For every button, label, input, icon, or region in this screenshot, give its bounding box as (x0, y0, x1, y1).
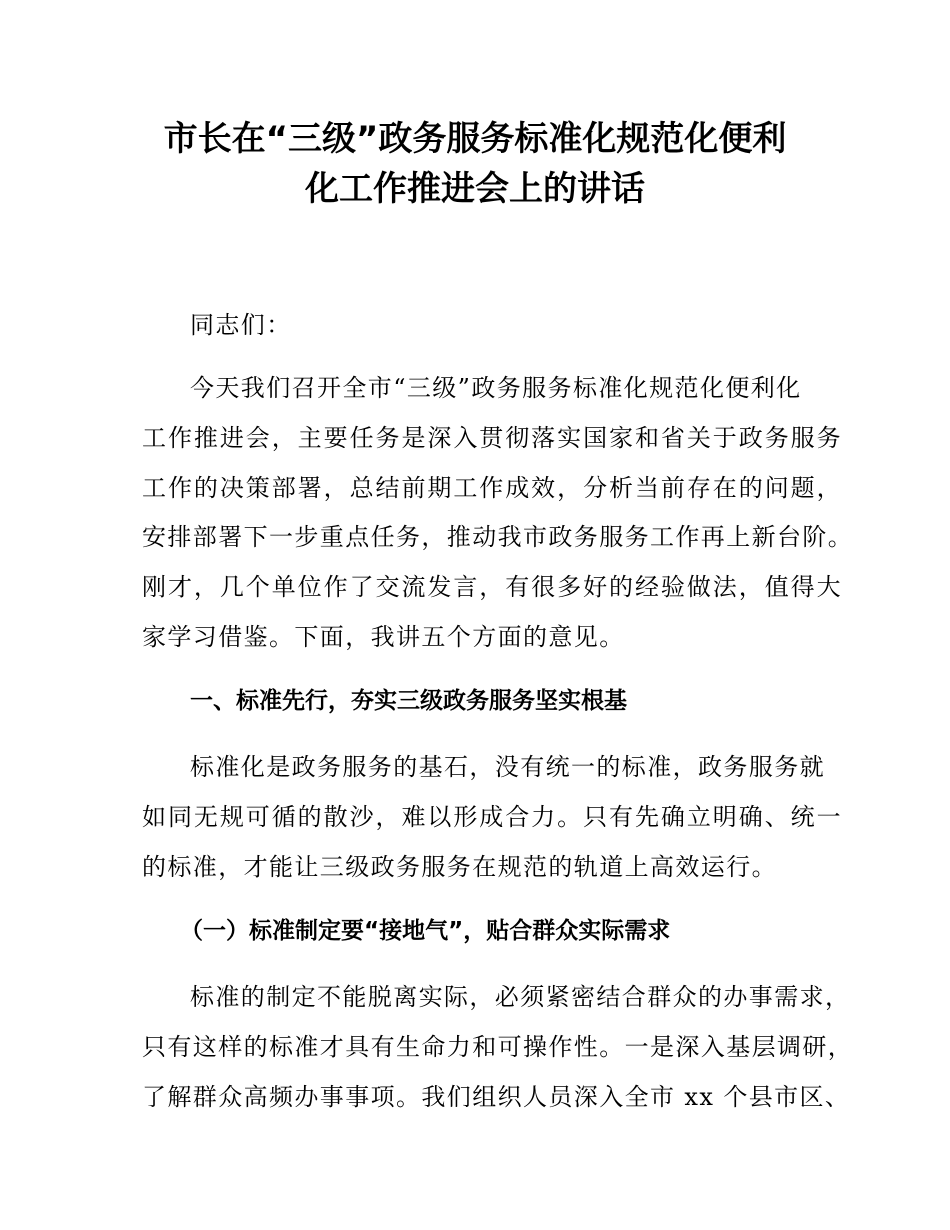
paragraph-1-line-6: 家学习借鉴。下面，我讲五个方面的意见。 (142, 623, 625, 651)
document-title-line-2: 化工作推进会上的讲话 (305, 169, 645, 209)
paragraph-1-line-2: 工作推进会，主要任务是深入贯彻落实国家和省关于政务服务 (142, 424, 842, 452)
paragraph-3-line-3: 了解群众高频办事事项。我们组织人员深入全市 xx 个县市区、 (142, 1083, 851, 1111)
paragraph-1-line-4: 安排部署下一步重点任务，推动我市政务服务工作再上新台阶。 (142, 523, 854, 551)
paragraph-1-line-1: 今天我们召开全市“三级”政务服务标准化规范化便利化 (190, 374, 802, 402)
paragraph-3-line-1: 标准的制定不能脱离实际，必须紧密结合群众的办事需求， (190, 983, 851, 1011)
paragraph-2-line-1: 标准化是政务服务的基石，没有统一的标准，政务服务就 (190, 753, 825, 781)
paragraph-3-line-2: 只有这样的标准才具有生命力和可操作性。一是深入基层调研， (142, 1033, 854, 1061)
salutation: 同志们： (190, 311, 292, 339)
paragraph-2-line-3: 的标准，才能让三级政务服务在规范的轨道上高效运行。 (142, 853, 777, 881)
subsection-heading-1: （一）标准制定要“接地气”，贴合群众实际需求 (180, 918, 671, 944)
paragraph-2-line-2: 如同无规可循的散沙，难以形成合力。只有先确立明确、统一 (142, 803, 842, 831)
section-heading-1: 一、标准先行，夯实三级政务服务坚实根基 (190, 688, 627, 714)
paragraph-1-line-5: 刚才，几个单位作了交流发言，有很多好的经验做法，值得大 (142, 573, 842, 601)
paragraph-1-line-3: 工作的决策部署，总结前期工作成效，分析当前存在的问题， (142, 474, 842, 502)
document-title-line-1: 市长在“三级”政务服务标准化规范化便利 (163, 119, 787, 159)
